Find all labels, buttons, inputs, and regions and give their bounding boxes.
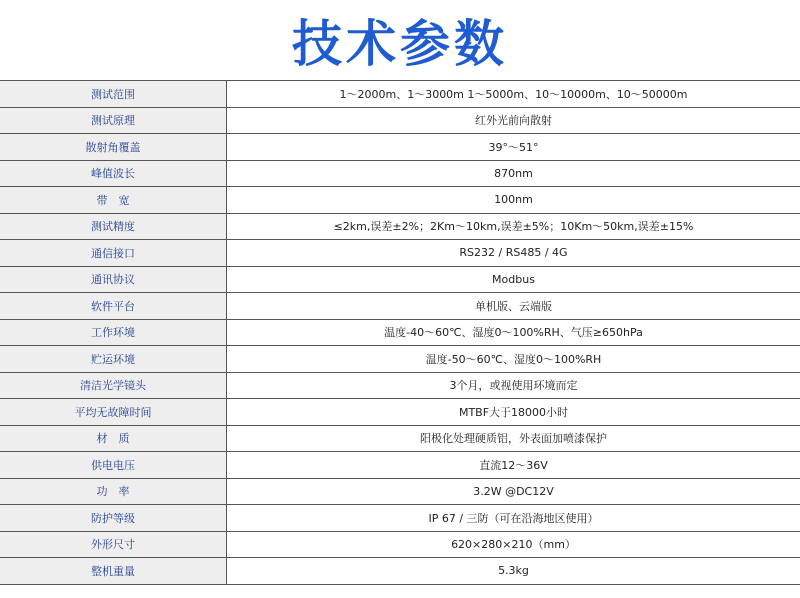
spec-value: 100nm <box>227 187 800 214</box>
table-row <box>0 107 800 134</box>
table-row <box>0 425 800 452</box>
table-row <box>0 505 800 532</box>
table-row <box>0 531 800 558</box>
spec-value: 红外光前向散射 <box>227 107 800 134</box>
table-row <box>0 372 800 399</box>
spec-label: 整机重量 <box>0 558 227 585</box>
spec-value: 3.2W @DC12V <box>227 478 800 505</box>
table-row <box>0 134 800 161</box>
spec-label: 带 宽 <box>0 187 227 214</box>
spec-label: 通讯协议 <box>0 266 227 293</box>
table-row <box>0 187 800 214</box>
table-row <box>0 478 800 505</box>
spec-label: 峰值波长 <box>0 160 227 187</box>
spec-label: 防护等级 <box>0 505 227 532</box>
spec-label: 测试原理 <box>0 107 227 134</box>
spec-value: 直流12～36V <box>227 452 800 479</box>
spec-value: MTBF大于18000小时 <box>227 399 800 426</box>
spec-label: 散射角覆盖 <box>0 134 227 161</box>
spec-value: 单机版、云端版 <box>227 293 800 320</box>
spec-label: 贮运环境 <box>0 346 227 373</box>
spec-label: 外形尺寸 <box>0 531 227 558</box>
table-row <box>0 346 800 373</box>
spec-label: 供电电压 <box>0 452 227 479</box>
spec-label: 测试范围 <box>0 81 227 108</box>
spec-label: 清洁光学镜头 <box>0 372 227 399</box>
spec-label: 工作环境 <box>0 319 227 346</box>
spec-value: 温度-40～60℃、湿度0～100%RH、气压≥650hPa <box>227 319 800 346</box>
spec-value: 5.3kg <box>227 558 800 585</box>
table-row <box>0 319 800 346</box>
spec-value: 阳极化处理硬质铝，外表面加喷漆保护 <box>227 425 800 452</box>
spec-label: 功 率 <box>0 478 227 505</box>
spec-value: RS232 / RS485 / 4G <box>227 240 800 267</box>
table-row <box>0 399 800 426</box>
spec-label: 测试精度 <box>0 213 227 240</box>
spec-value: ≤2km,误差±2%；2Km～10km,误差±5%；10Km～50km,误差±15% <box>227 213 800 240</box>
spec-table-body <box>0 81 800 585</box>
page-title: 技术参数 <box>292 15 508 73</box>
spec-value: 39°～51° <box>227 134 800 161</box>
spec-value: 870nm <box>227 160 800 187</box>
table-row <box>0 213 800 240</box>
spec-value: IP 67 / 三防（可在沿海地区使用） <box>227 505 800 532</box>
table-row <box>0 266 800 293</box>
spec-value: Modbus <box>227 266 800 293</box>
table-row <box>0 452 800 479</box>
spec-label: 通信接口 <box>0 240 227 267</box>
spec-label: 软件平台 <box>0 293 227 320</box>
spec-table <box>0 80 800 585</box>
spec-value: 1～2000m、1～3000m 1～5000m、10～10000m、10～50000m <box>227 81 800 108</box>
table-row <box>0 81 800 108</box>
spec-value: 3个月，或视使用环境而定 <box>227 372 800 399</box>
table-row <box>0 293 800 320</box>
spec-value: 温度-50～60℃、湿度0～100%RH <box>227 346 800 373</box>
spec-value: 620×280×210（mm） <box>227 531 800 558</box>
spec-label: 材 质 <box>0 425 227 452</box>
table-row <box>0 160 800 187</box>
table-row <box>0 558 800 585</box>
spec-label: 平均无故障时间 <box>0 399 227 426</box>
table-row <box>0 240 800 267</box>
